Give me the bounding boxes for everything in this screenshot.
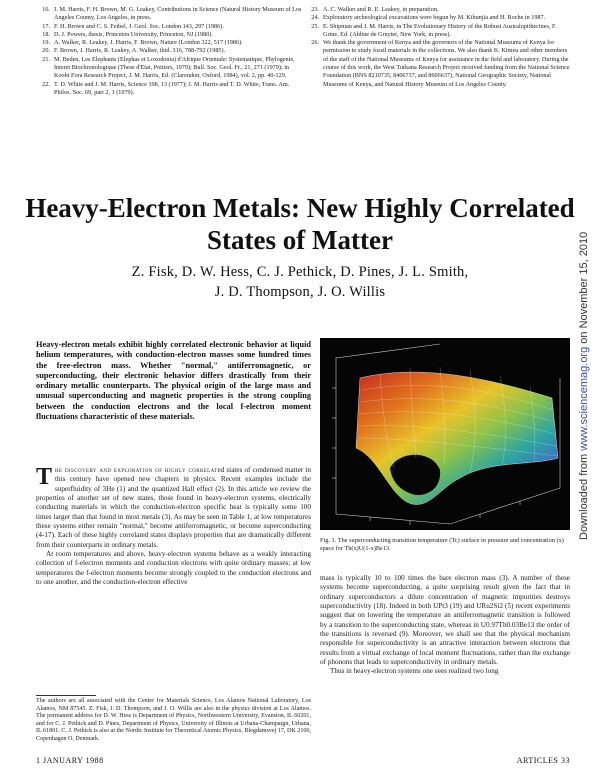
author-list — [0, 262, 600, 302]
reference-item — [36, 81, 302, 98]
footnote-rule — [36, 695, 96, 696]
reference-text: J. M. Harris, F. H. Brown, M. G. Leakey, Contributions in Science (Natural History Museum of Los Angeles County, Los Angeles, in press. — [54, 6, 302, 22]
download-suffix: on November 15, 2010 — [578, 231, 590, 347]
reference-text: F. Brown, J. Harris, R. Leakey, A. Walker, ibid. 316, 788-792 (1985). — [54, 47, 226, 55]
reference-text: A. Walker, R. Leakey, J. Harris, F. Brown, Nature (London 322, 517 (1986). — [54, 39, 243, 47]
intro-lead: he discovery and exploration of highly correlat — [55, 466, 218, 474]
body-column-right — [320, 574, 570, 677]
reference-text: F. H. Brown and C. S. Feibel, J. Geol. Soc. London 143, 297 (1986). — [54, 22, 224, 30]
reference-item — [36, 23, 302, 31]
body-column-left — [36, 466, 311, 587]
reference-number: 21. — [42, 55, 50, 63]
reference-number: 19. — [42, 39, 50, 47]
reference-number: 23. — [311, 6, 319, 13]
reference-number: 26. — [311, 39, 319, 47]
intro-paragraph — [36, 466, 311, 550]
body-paragraph: At room temperatures and above, heavy-electron systems behave as a weakly interacting collection of f-electron moments and conduction electrons with quite ordinary masses; at low temperatures the f-electron moments become strongly coupled to the conduction electrons and to one another, and the conduction-electron effective — [36, 550, 311, 587]
download-prefix: Downloaded from — [578, 450, 590, 540]
reference-text: E. Shipman and J. M. Harris, in The Evolutionary History of the Robust Australopithecines, F. Grine, Ed. (Aldine de Gruyter, New York, in press). — [323, 22, 557, 38]
figure-1 — [320, 338, 570, 530]
author-affiliation-footnote: The authors are all associated with the Center for Materials Science, Los Alamos National Laboratory, Los Alamos, NM 87545. Z. Fisk, J. D. Thompson, and J. O. Willis are also in the physics division at Los Alamos. The permanent address for D. W. Hess is Department of Physics, Northwestern University, Evanston, IL 60201, and for C. J. Pethick and D. Pines, Department of Physics, University of Illinois at Urbana-Champaign, Urbana, IL 61801. C. J. Pethick is also at the Nordic Institute for Theoretical Atomic Physics, Blegdamsvej 17, DK 2100, Copenhagen O, Denmark. — [36, 698, 311, 742]
reference-number: 16. — [42, 6, 50, 13]
reference-item — [36, 56, 302, 81]
axis-frame-bottom — [336, 488, 560, 524]
reference-text: Exploratory archeological excavations were begun by M. Kibunjia and H. Roche in 1987. — [323, 14, 546, 22]
author-line-2: J. D. Thompson, J. O. Willis — [214, 284, 386, 300]
tc-surface-plot — [320, 338, 570, 530]
article-title — [0, 192, 600, 256]
reference-item — [305, 6, 570, 14]
reference-item — [36, 31, 302, 39]
reference-number: 24. — [311, 14, 319, 22]
download-notice — [578, 232, 590, 540]
reference-number: 25. — [311, 22, 319, 30]
reference-item — [305, 23, 570, 40]
reference-number: 17. — [42, 22, 50, 30]
reference-item — [36, 39, 302, 47]
reference-item — [36, 47, 302, 55]
references-left-column — [36, 6, 302, 97]
reference-item — [36, 6, 302, 23]
reference-text: M. Beden, Les Elephants (Elephas et Loxodonta) d'Afrique Orientale: Systematique, Phylogenie, Interet Biochronologique (These d'Etat, Poitiers, 1979); Bull. Soc. Geol. Fr., 21, 271 (1979); in Koobi Fora Research Project, J. M. Harris, Ed. (Clarendon, Oxford, 1984), vol. 2, pp. 40-129. — [54, 55, 295, 80]
reference-text: T. D. White and J. M. Harris, Science 198, 13 (1977); J. M. Harris and T. D. White, Trans. Am. Philos. Soc. 69, part 2, 1 (1979). — [54, 80, 290, 96]
abstract: Heavy-electron metals exhibit highly correlated electronic behavior at liquid helium temperatures, with conduction-electron masses some hundred times the free-electron mass. Whether "normal," antiferromagnetic, or superconducting, their electronic behavior differs drastically from their ordinary metallic counterparts. The physical origin of the large mass and unusual superconducting and magnetic properties is the strong coupling between the conduction electrons and the local f-electron moment fluctuations characteristic of these materials. — [36, 340, 311, 422]
title-line-1: Heavy-Electron Metals: New Highly Correlated — [25, 193, 575, 223]
reference-text: We thank the government of Kenya and the governors of the National Museums of Kenya for permission to study fossil materials in the collections. We also thank K. Kimeu and other members of the staff of the National Museums of Kenya for assistance in the field and laboratory. During the course of this work, the West Turkana Research Project received funding from the National Science Foundation (BNS 8210735, 8406737, and 8606637), National Geographic Society, National Museums of Kenya, and Natural History Museum of Los Angeles County. — [323, 39, 570, 88]
reference-item — [305, 39, 570, 89]
tc-surface — [356, 372, 558, 504]
reference-number: 18. — [42, 30, 50, 38]
figure-caption: Fig. 1. The superconducting transition temperature (Tc) surface in pressure and concentration (x) space for Th(x)U(1-x)Be13. — [320, 537, 564, 552]
section-page-number: ARTICLES 33 — [516, 756, 570, 765]
references-right-column — [305, 6, 570, 89]
reference-text: D. J. Powers, thesis, Princeton University, Princeton, NJ (1980). — [54, 30, 213, 38]
reference-number: 22. — [42, 80, 50, 88]
title-line-2: States of Matter — [207, 225, 393, 255]
reference-number: 20. — [42, 47, 50, 55]
reference-item — [305, 14, 570, 22]
author-line-1: Z. Fisk, D. W. Hess, C. J. Pethick, D. Pines, J. L. Smith, — [131, 264, 469, 280]
reference-text: A. C. Walker and R. E. Leakey, in preparation. — [323, 6, 439, 13]
issue-date: 1 JANUARY 1988 — [36, 756, 104, 765]
intro-text: ed states of condensed matter in this century have opened new chapters in physics. Recent examples include the superfluidity of 3He (1) and the quantized Hall effect (2). In this article we review the properties of another set of new states, those found in heavy-electron systems, electrically conducting materials in which the conduction-electron specific heat is typically some 100 times larger than that found in most metals (3). As may be seen in Table 1, at low temperatures these systems either remain "normal," become antiferromagnetic, or become superconducting (4-17). Each of these highly correlated states displays properties that are dramatically different from their counterparts in ordinary metals. — [36, 466, 312, 549]
drop-cap: T — [36, 464, 53, 490]
sciencemag-link[interactable]: www.sciencemag.org — [578, 346, 590, 451]
body-paragraph: Thus in heavy-electron systems one sees realized two long — [330, 667, 499, 676]
body-paragraph: mass is typically 10 to 100 times the bare electron mass (3). A number of these systems become superconducting, a quite surprising result given the fact that in ordinary superconductors a dilute concentration of magnetic impurities destroys superconductivity (18). Indeed in both UPt3 (19) and URu2Si2 (5) recent experiments suggest that on lowering the temperature an antiferromagnetic transition is followed by a transition to the superconducting state, whereas in U0.97Th0.03Be13 the order of the transitions is reversed (9). Moreover, we shall see that the physical mechanism responsible for superconductivity is an attractive interaction between electrons that results from a virtual exchange of local moment fluctuations, rather than the exchange of phonons that leads to superconductivity in ordinary metals. — [320, 574, 570, 667]
